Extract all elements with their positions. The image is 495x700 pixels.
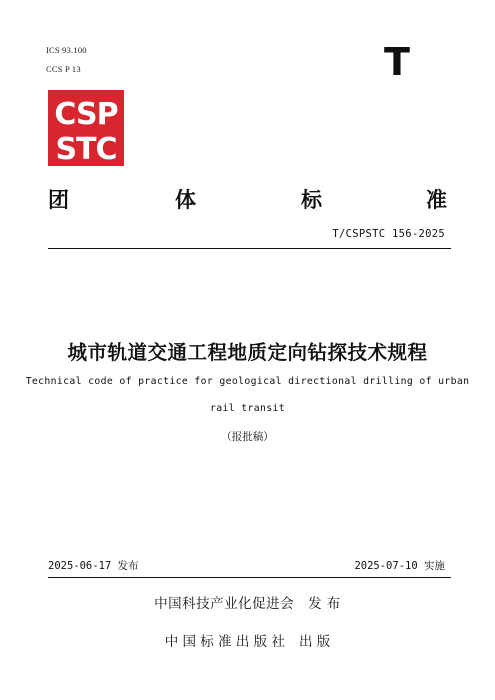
standard-type-char-2: 体 (175, 188, 196, 212)
cspstc-logo (48, 90, 124, 166)
publisher-line-1 (0, 592, 495, 612)
press-name: 中 国 标 准 出 版 社 (164, 634, 285, 650)
ics-code: ICS 93.100 (46, 45, 87, 55)
implementation-date: 2025-07-10 实施 (354, 560, 445, 572)
logo-text-bottom: STC (55, 132, 117, 166)
ccs-code: CCS P 13 (46, 64, 81, 74)
standard-type-char-1: 团 (48, 188, 69, 212)
publisher-name: 中国科技产业化促进会 (154, 596, 295, 612)
issue-date: 2025-06-17 发布 (48, 560, 139, 572)
bottom-divider (48, 577, 451, 578)
title-english-line-2: rail transit (210, 403, 285, 414)
standard-type-char-3: 标 (301, 188, 322, 212)
logo-text-top: CSP (54, 97, 118, 132)
press-action: 出 版 (298, 634, 331, 650)
standard-type-char-4: 准 (426, 188, 447, 212)
draft-status: （报批稿） (221, 431, 274, 443)
publisher-line-2 (0, 630, 495, 650)
top-divider (48, 248, 451, 249)
category-letter: T (384, 40, 410, 84)
publisher-action: 发 布 (308, 596, 341, 612)
standard-number: T/CSPSTC 156-2025 (332, 228, 445, 240)
title-chinese: 城市轨道交通工程地质定向钻探技术规程 (67, 341, 428, 364)
title-english-line-1: Technical code of practice for geological directional drilling of urban (25, 376, 470, 387)
